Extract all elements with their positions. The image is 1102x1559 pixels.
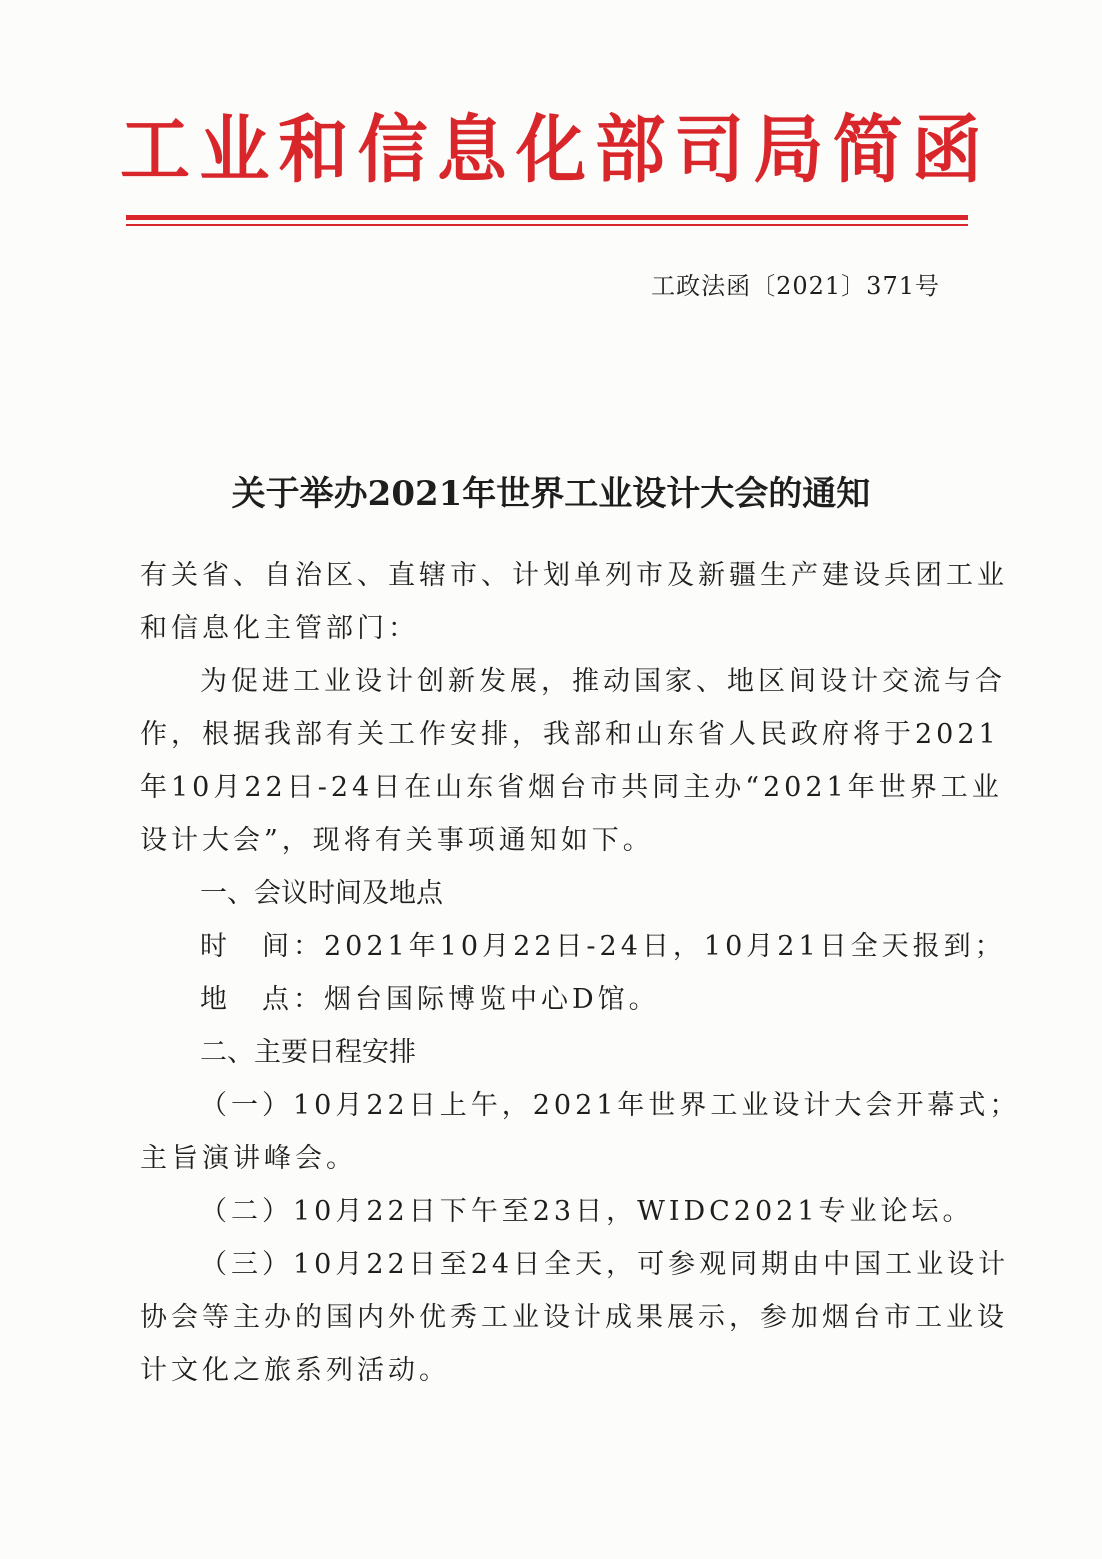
intro-line: 年10月22日-24日在山东省烟台市共同主办“2021年世界工业: [140, 772, 1003, 803]
schedule-item: （三）10月22日至24日全天，可参观同期由中国工业设计: [200, 1249, 1010, 1280]
masthead-char: 和: [278, 106, 349, 194]
masthead-char: 信: [357, 106, 428, 194]
document-number: 工政法函〔2021〕371号: [651, 272, 940, 300]
schedule-item: 计文化之旅系列活动。: [140, 1355, 450, 1386]
masthead-char: 业: [199, 106, 270, 194]
schedule-item: 协会等主办的国内外优秀工业设计成果展示，参加烟台市工业设: [140, 1302, 1008, 1333]
intro-line: 为促进工业设计创新发展，推动国家、地区间设计交流与合: [200, 666, 1006, 697]
schedule-item: （一）10月22日上午，2021年世界工业设计大会开幕式；: [200, 1090, 1021, 1121]
masthead-char: 局: [753, 106, 824, 194]
meeting-time: 时 间：2021年10月22日-24日，10月21日全天报到；: [200, 931, 1006, 962]
recipients-line: 和信息化主管部门：: [140, 613, 419, 644]
masthead-char: 函: [911, 106, 982, 194]
masthead-char: 部: [595, 106, 666, 194]
masthead: [120, 100, 982, 200]
section-heading: 一、会议时间及地点: [200, 878, 443, 909]
red-divider-thick: [126, 215, 968, 220]
red-divider-thin: [126, 224, 968, 226]
masthead-char: 司: [674, 106, 745, 194]
intro-line: 设计大会”，现将有关事项通知如下。: [140, 825, 654, 856]
meeting-place: 地 点：烟台国际博览中心D馆。: [200, 984, 660, 1015]
document-title: 关于举办2021年世界工业设计大会的通知: [231, 474, 871, 514]
masthead-char: 息: [436, 106, 507, 194]
masthead-char: 简: [832, 106, 903, 194]
masthead-char: 工: [120, 106, 190, 194]
masthead-char: 化: [515, 106, 586, 194]
intro-line: 作，根据我部有关工作安排，我部和山东省人民政府将于2021: [140, 719, 1000, 750]
section-heading: 二、主要日程安排: [200, 1037, 416, 1068]
recipients-line: 有关省、自治区、直辖市、计划单列市及新疆生产建设兵团工业: [140, 560, 1008, 591]
schedule-item: 主旨演讲峰会。: [140, 1143, 357, 1174]
schedule-item: （二）10月22日下午至23日，WIDC2021专业论坛。: [200, 1196, 974, 1227]
